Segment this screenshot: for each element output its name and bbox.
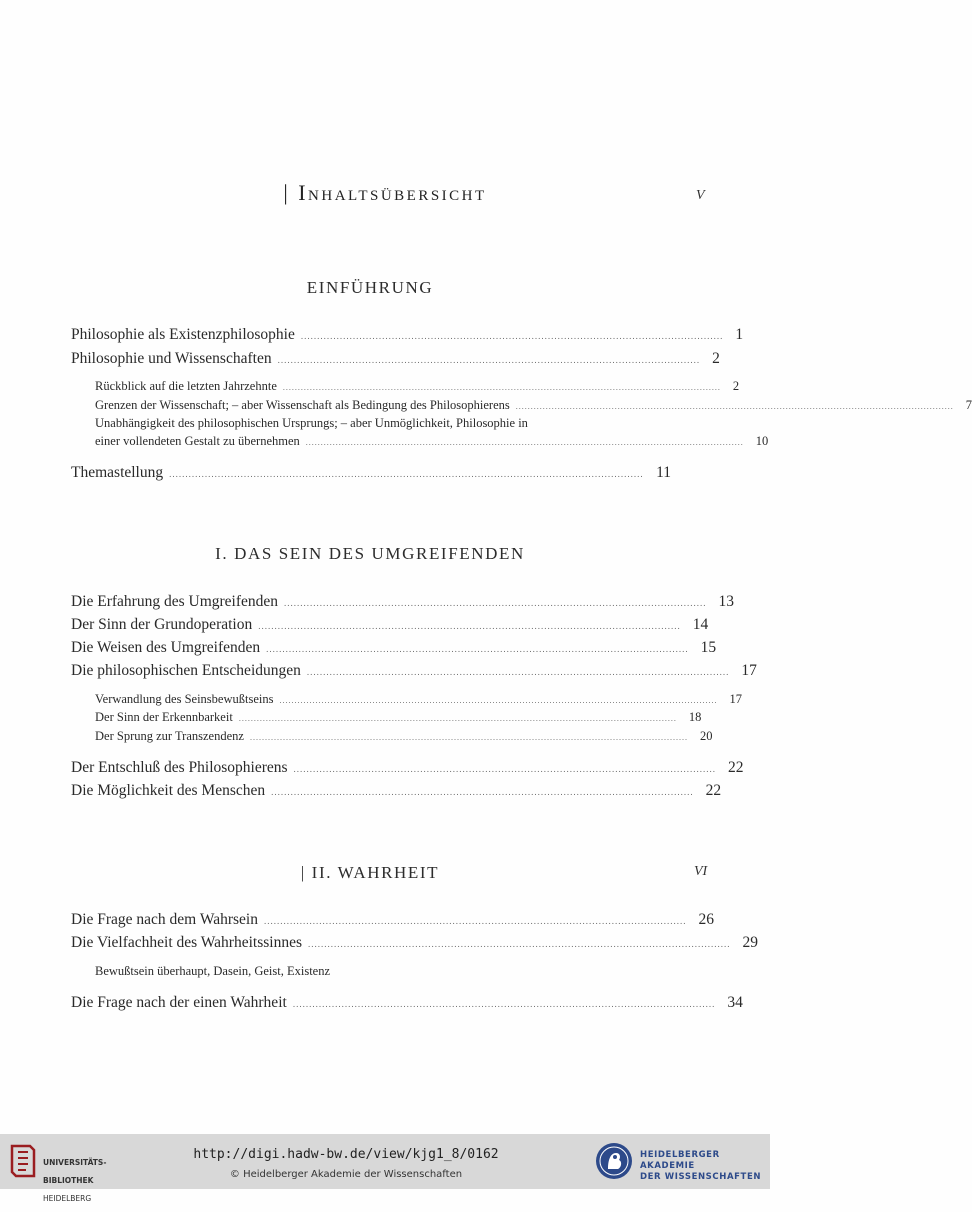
toc-entry-title: Philosophie und Wissenschaften [71, 350, 272, 367]
margin-page-number-v: V [696, 188, 705, 203]
permalink-url[interactable]: http://digi.hadw-bw.de/view/kjg1_8/0162 [193, 1147, 499, 1162]
toc-subentry[interactable] [95, 710, 702, 726]
toc-entry-page: 34 [727, 994, 743, 1011]
section-heading-wahrheit: | II. WAHRHEIT [300, 863, 440, 882]
leader-dots: .................................................................................................................................................. [305, 438, 744, 447]
leader-dots: .................................................................................................................................. [300, 331, 724, 341]
leader-dots: .................................................................................................................................................. [169, 469, 644, 479]
toc-entry[interactable] [71, 662, 757, 682]
toc-entry-title: Die Frage nach dem Wahrsein [71, 911, 258, 928]
academy-seal-icon[interactable] [594, 1141, 634, 1181]
section-heading-sein: I. DAS SEIN DES UMGREIFENDEN [215, 544, 525, 563]
toc-subentry[interactable] [95, 398, 972, 414]
toc-entry-page: 2 [712, 350, 720, 367]
toc-entry-title: Grenzen der Wissenschaft; – aber Wissenschaft als Bedingung des Philosophierens [95, 398, 510, 412]
toc-entry-page: 2 [732, 379, 740, 393]
ub-name-line: UNIVERSITÄTS- [43, 1158, 107, 1167]
page-title-text: Inhaltsübersicht [298, 180, 487, 205]
leader-dots: .................................................................................................................................................. [515, 402, 954, 411]
toc-entry[interactable] [71, 616, 709, 636]
toc-entry-page: 7 [965, 398, 972, 412]
toc-entry-title: einer vollendeten Gestalt zu übernehmen [95, 434, 300, 448]
leader-dots: .................................................................................................................................. [306, 667, 730, 677]
toc-entry[interactable] [71, 593, 735, 613]
leader-dots: .................................................................................................................................. [271, 787, 694, 797]
leader-dots: .................................................................................................................................. [307, 939, 731, 949]
academy-name-line: DER WISSENSCHAFTEN [640, 1172, 762, 1182]
toc-entry-page: 15 [700, 639, 717, 656]
leader-dots: .................................................................................................................................................. [282, 383, 721, 392]
toc-subentry[interactable] [95, 729, 713, 745]
academy-name [640, 1150, 770, 1183]
toc-entry-title: Der Sprung zur Transzendenz [95, 729, 244, 743]
toc-subentry[interactable] [95, 692, 742, 708]
toc-subentry-line1[interactable]: Unabhängigkeit des philosophischen Ursprungs; – aber Unmöglichkeit, Philosophie in [95, 416, 528, 430]
toc-entry-page: 18 [688, 710, 702, 724]
toc-entry-title: Rückblick auf die letzten Jahrzehnte [95, 379, 277, 393]
toc-entry[interactable] [71, 782, 722, 802]
toc-entry-page: 14 [692, 616, 709, 633]
margin-page-number-vi: VI [694, 864, 708, 879]
toc-subentry[interactable]: Bewußtsein überhaupt, Dasein, Geist, Existenz [95, 964, 331, 978]
toc-entry-page: 13 [718, 593, 735, 610]
toc-entry-title: Die Frage nach der einen Wahrheit [71, 994, 287, 1011]
leader-dots: .................................................................................................................................. [284, 598, 707, 608]
footer-bar [0, 1134, 770, 1203]
page-title [0, 180, 770, 206]
leader-dots: .................................................................................................................................. [266, 644, 689, 654]
section-heading-einfuehrung: EINFÜHRUNG [306, 278, 434, 297]
toc-entry[interactable] [71, 326, 744, 346]
leader-dots: .................................................................................................................................. [277, 355, 701, 365]
toc-entry-page: 26 [698, 911, 714, 928]
toc-entry-title: Der Sinn der Erkennbarkeit [95, 710, 233, 724]
toc-entry[interactable] [71, 639, 717, 659]
toc-entry[interactable] [71, 934, 758, 954]
toc-entry-title: Die Erfahrung des Umgreifenden [71, 593, 279, 610]
page-break-marker: | [283, 180, 291, 205]
toc-entry-page: 17 [741, 662, 757, 679]
copyright-notice: © Heidelberger Akademie der Wissenschaften [229, 1169, 463, 1180]
toc-entry[interactable] [71, 464, 671, 484]
toc-entry-page: 17 [729, 692, 742, 706]
leader-dots: .................................................................................................................................................. [279, 696, 718, 705]
toc-entry-page: 11 [656, 464, 671, 481]
leader-dots: .................................................................................................................................................. [249, 733, 688, 742]
toc-subentry[interactable] [95, 434, 769, 450]
toc-entry-title: Der Entschluß des Philosophierens [71, 759, 288, 776]
toc-entry[interactable] [71, 759, 744, 779]
toc-entry-page: 22 [705, 782, 722, 799]
toc-entry[interactable] [71, 350, 720, 370]
toc-entry-title: Philosophie als Existenzphilosophie [71, 326, 295, 343]
toc-entry-title: Verwandlung des Seinsbewußtseins [95, 692, 274, 706]
toc-entry-page: 10 [755, 434, 769, 448]
leader-dots: .................................................................................................................................. [263, 916, 687, 926]
toc-entry[interactable] [71, 994, 743, 1014]
leader-dots: .................................................................................................................................................. [238, 714, 677, 723]
toc-entry-title: Die Vielfachheit des Wahrheitssinnes [71, 934, 302, 951]
toc-entry-title: Die Möglichkeit des Menschen [71, 782, 266, 799]
toc-entry-page: 1 [735, 326, 744, 343]
toc-entry-title: Themastellung [71, 464, 164, 481]
toc-subentry[interactable] [95, 379, 740, 395]
toc-entry-page: 29 [742, 934, 758, 951]
toc-entry[interactable] [71, 911, 714, 931]
toc-entry-title: Die Weisen des Umgreifenden [71, 639, 261, 656]
leader-dots: .................................................................................................................................. [292, 999, 716, 1009]
toc-entry-title: Die philosophischen Entscheidungen [71, 662, 301, 679]
academy-name-line: HEIDELBERGER AKADEMIE [640, 1150, 720, 1171]
ub-name-line: HEIDELBERG [43, 1194, 92, 1203]
toc-entry-page: 20 [699, 729, 713, 743]
leader-dots: .................................................................................................................................. [293, 764, 717, 774]
ub-name-line: BIBLIOTHEK [43, 1176, 94, 1185]
toc-entry-page: 22 [728, 759, 744, 776]
leader-dots: .................................................................................................................................. [258, 621, 681, 631]
toc-entry-title: Der Sinn der Grundoperation [71, 616, 253, 633]
